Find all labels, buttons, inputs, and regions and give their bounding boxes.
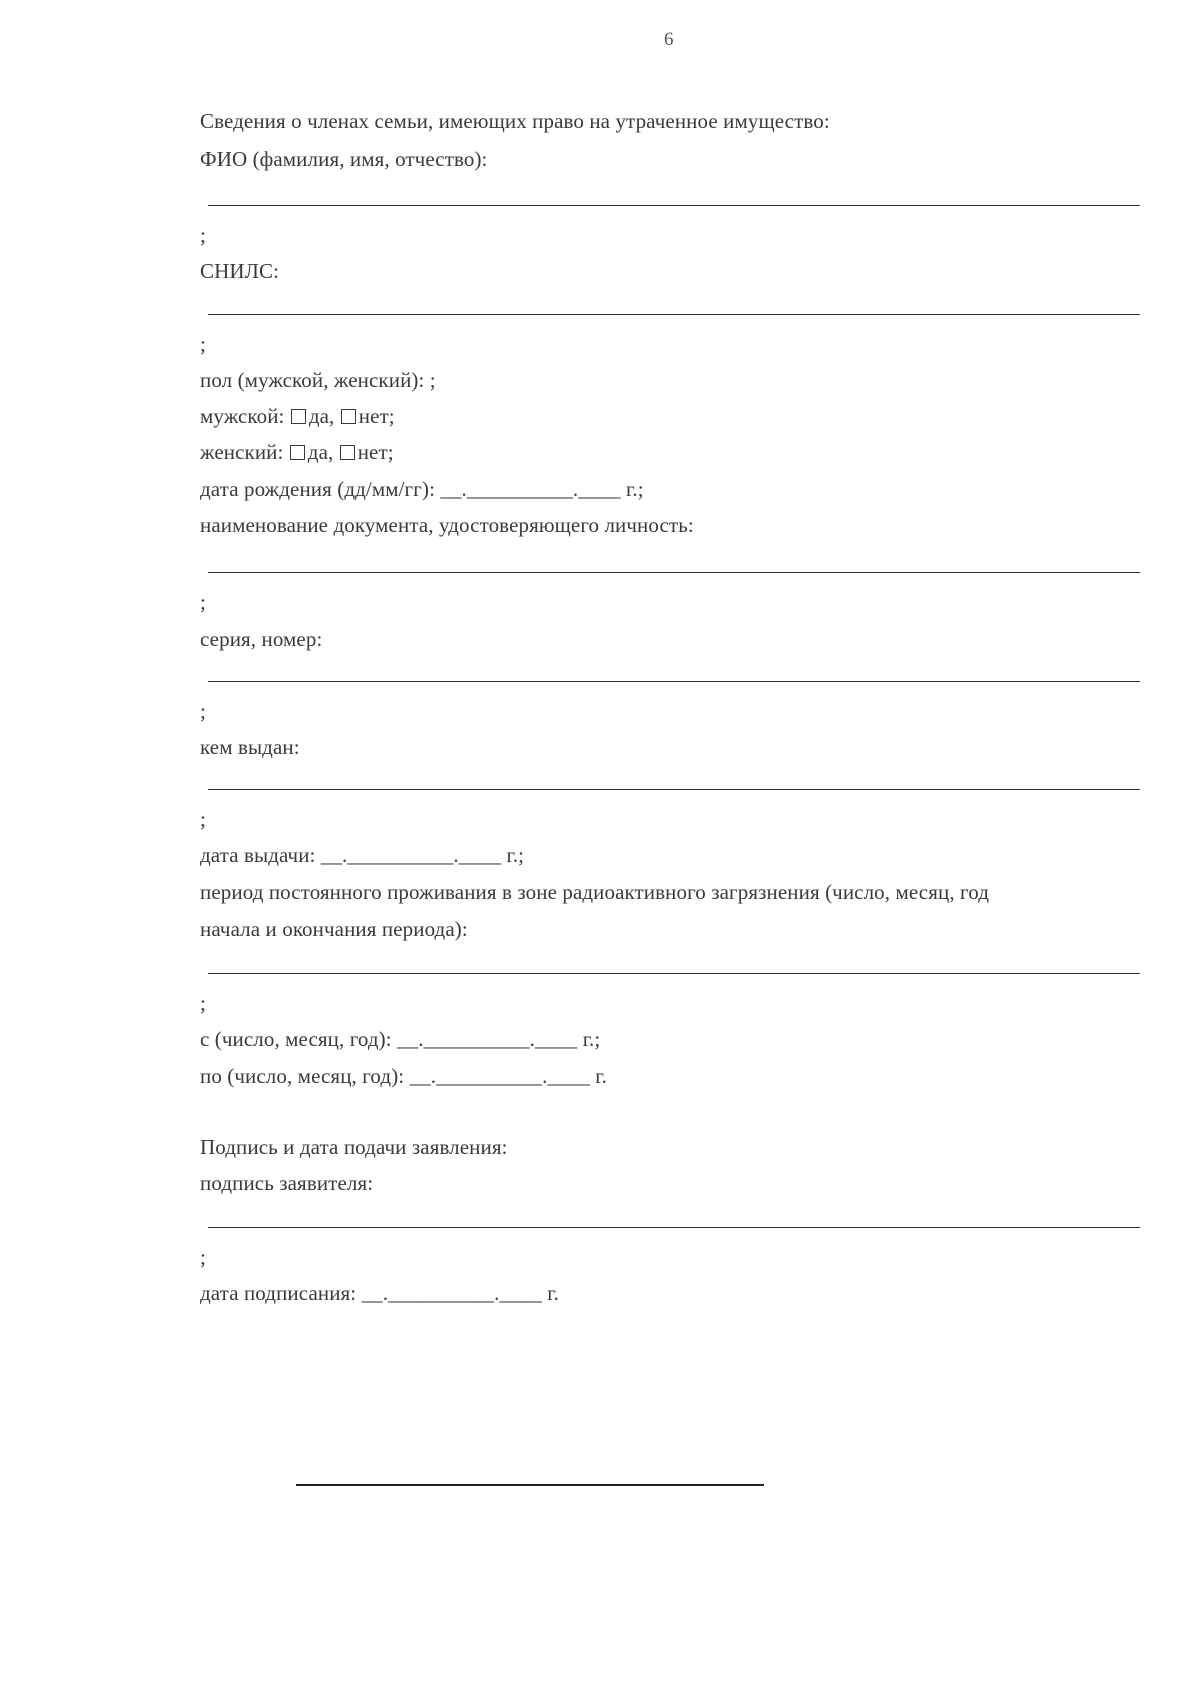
page-number: 6 [664, 29, 674, 50]
gender-label: пол (мужской, женский): ; [200, 368, 436, 392]
residence-semicolon: ; [200, 991, 206, 1015]
snils-label: СНИЛС: [200, 259, 280, 283]
female-yes-label: да, [307, 440, 334, 464]
snils-semicolon: ; [200, 332, 206, 356]
signature-heading: Подпись и дата подачи заявления: [200, 1135, 508, 1159]
residence-label-line1: период постоянного проживания в зоне радиоактивного загрязнения (число, месяц, год [200, 880, 989, 904]
applicant-signature-label: подпись заявителя: [200, 1171, 374, 1195]
id-document-fill-line[interactable] [208, 572, 1140, 573]
signing-date-field[interactable]: дата подписания: __.__________.____ г. [200, 1281, 559, 1305]
female-row [200, 439, 394, 465]
female-yes-checkbox[interactable] [290, 445, 305, 460]
end-separator-line [296, 1484, 764, 1486]
fio-label: ФИО (фамилия, имя, отчество): [200, 147, 488, 171]
applicant-signature-fill-line[interactable] [208, 1227, 1140, 1228]
residence-fill-line[interactable] [208, 973, 1140, 974]
series-number-fill-line[interactable] [208, 681, 1140, 682]
snils-fill-line[interactable] [208, 314, 1140, 315]
series-number-semicolon: ; [200, 699, 206, 723]
id-document-semicolon: ; [200, 590, 206, 614]
series-number-label: серия, номер: [200, 627, 323, 651]
male-yes-checkbox[interactable] [291, 409, 306, 424]
residence-to-date-field[interactable]: по (число, месяц, год): __.__________.____ г. [200, 1064, 607, 1088]
male-yes-label: да, [308, 404, 335, 428]
fio-semicolon: ; [200, 223, 206, 247]
female-no-checkbox[interactable] [340, 445, 355, 460]
issued-by-fill-line[interactable] [208, 789, 1140, 790]
male-row [200, 403, 395, 429]
issue-date-field[interactable]: дата выдачи: __.__________.____ г.; [200, 843, 525, 867]
male-label: мужской: [200, 404, 285, 428]
section-heading: Сведения о членах семьи, имеющих право на утраченное имущество: [200, 109, 830, 133]
issued-by-semicolon: ; [200, 807, 206, 831]
applicant-signature-semicolon: ; [200, 1245, 206, 1269]
fio-fill-line[interactable] [208, 205, 1140, 206]
male-no-checkbox[interactable] [341, 409, 356, 424]
female-label: женский: [200, 440, 284, 464]
issued-by-label: кем выдан: [200, 735, 300, 759]
female-no-label: нет; [357, 440, 394, 464]
male-no-label: нет; [358, 404, 395, 428]
residence-label-line2: начала и окончания периода): [200, 917, 468, 941]
id-document-label: наименование документа, удостоверяющего личность: [200, 513, 694, 537]
birth-date-field[interactable]: дата рождения (дд/мм/гг): __.__________.____ г.; [200, 477, 644, 501]
residence-from-date-field[interactable]: с (число, месяц, год): __.__________.____ г.; [200, 1027, 601, 1051]
